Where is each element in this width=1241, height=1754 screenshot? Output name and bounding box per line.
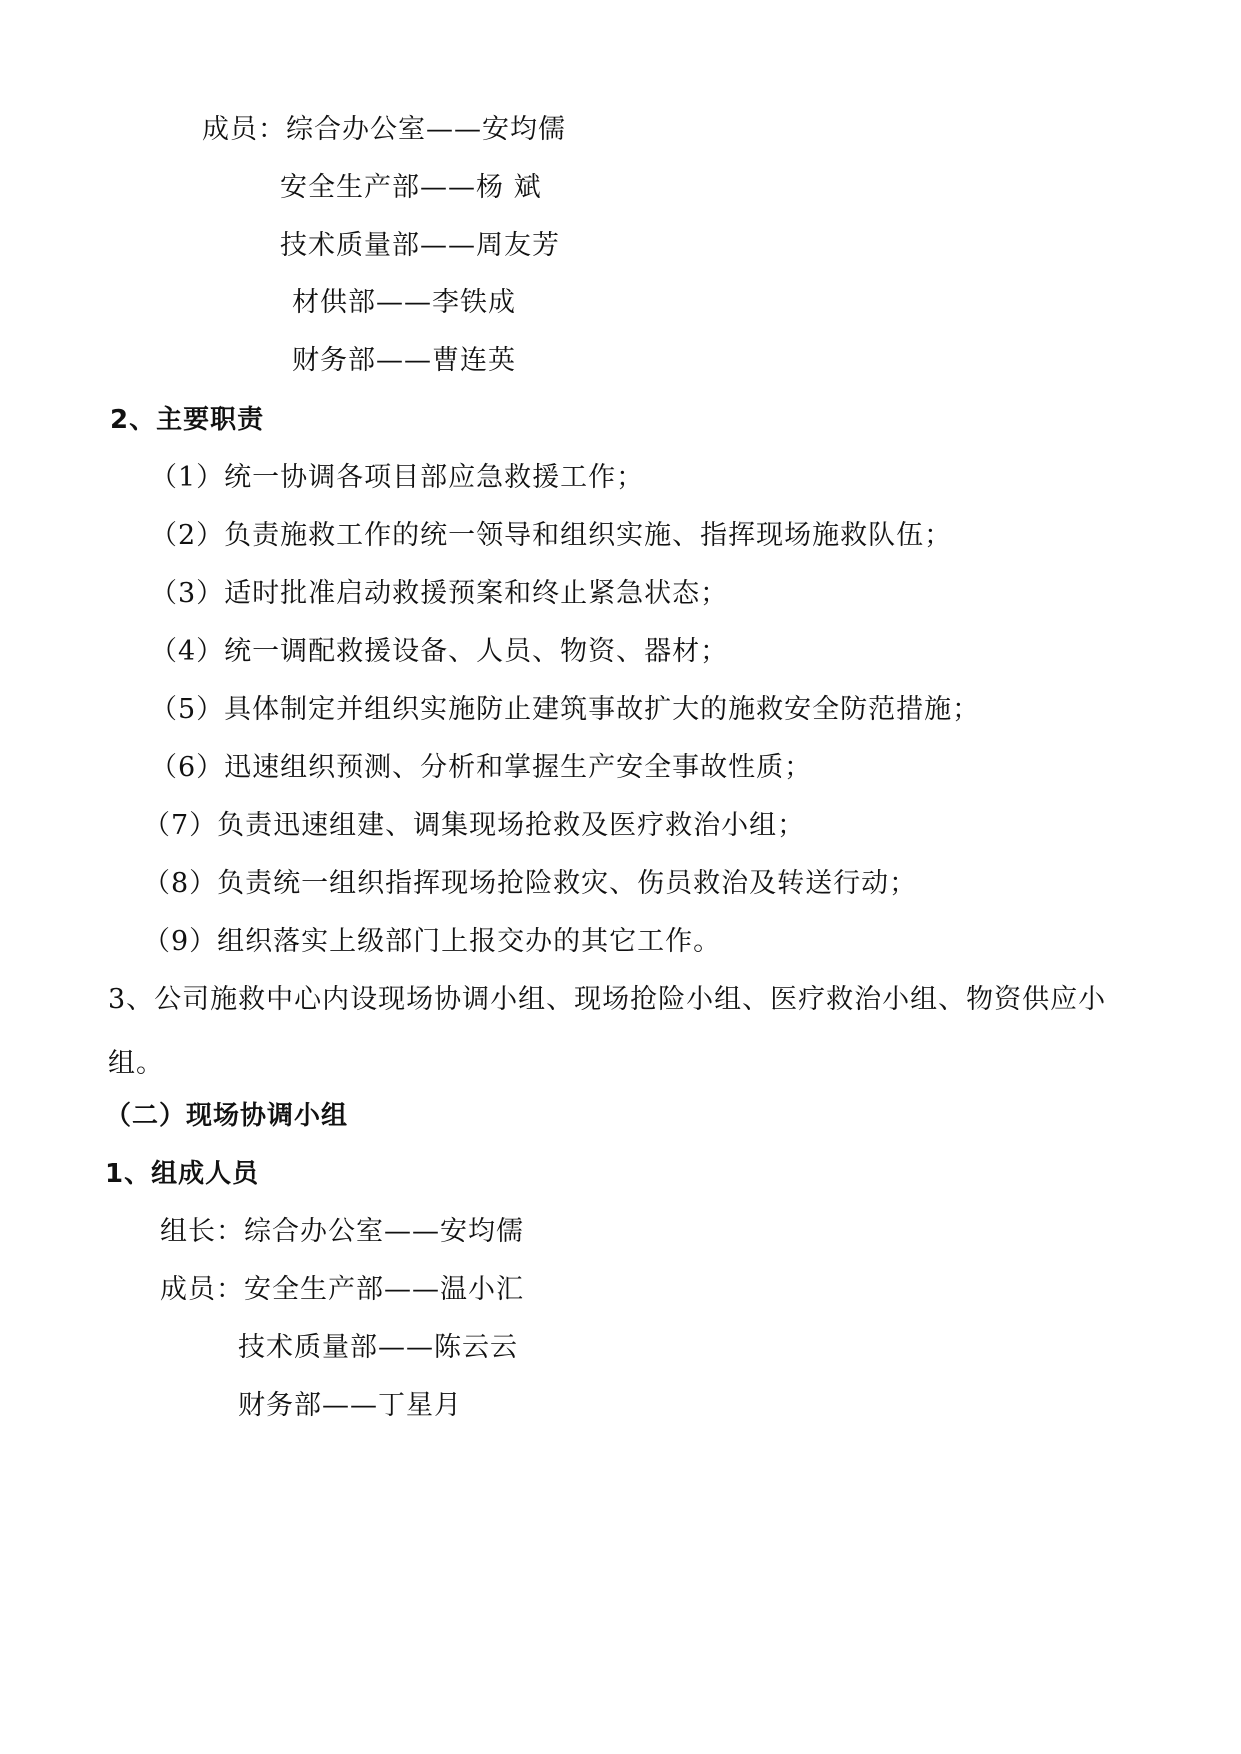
duty-item: （9）组织落实上级部门上报交办的其它工作。 <box>143 926 722 957</box>
section-heading-duties: 2、主要职责 <box>110 405 265 435</box>
duty-item: （2）负责施救工作的统一领导和组织实施、指挥现场施救队伍； <box>150 520 953 551</box>
duty-item: （8）负责统一组织指挥现场抢险救灾、伤员救治及转送行动； <box>143 868 918 899</box>
subheading-members: 1、组成人员 <box>105 1159 260 1189</box>
group-member-line-finance: 财务部——丁星月 <box>238 1390 462 1421</box>
duty-item: （1）统一协调各项目部应急救援工作； <box>150 462 645 493</box>
member-line-finance: 财务部——曹连英 <box>292 345 516 376</box>
group-leader-line: 组长：综合办公室——安均儒 <box>160 1216 524 1247</box>
duty-item: （3）适时批准启动救援预案和终止紧急状态； <box>150 578 729 609</box>
duty-item: （5）具体制定并组织实施防止建筑事故扩大的施救安全防范措施； <box>150 694 981 725</box>
section-heading-coordination-group: （二）现场协调小组 <box>105 1101 349 1131</box>
member-line-office: 成员：综合办公室——安均儒 <box>202 114 566 145</box>
paragraph-rescue-center: 3、公司施救中心内设现场协调小组、现场抢险小组、医疗救治小组、物资供应小组。 <box>108 984 1107 1079</box>
member-line-safety: 安全生产部——杨 斌 <box>280 172 542 203</box>
group-member-line-tech: 技术质量部——陈云云 <box>238 1332 518 1363</box>
member-line-tech: 技术质量部——周友芳 <box>280 230 560 261</box>
duty-item: （4）统一调配救援设备、人员、物资、器材； <box>150 636 729 667</box>
group-member-line-safety: 成员：安全生产部——温小汇 <box>160 1274 524 1305</box>
duty-item: （6）迅速组织预测、分析和掌握生产安全事故性质； <box>150 752 813 783</box>
member-line-supply: 材供部——李铁成 <box>292 287 516 318</box>
duty-item: （7）负责迅速组建、调集现场抢救及医疗救治小组； <box>143 810 806 841</box>
